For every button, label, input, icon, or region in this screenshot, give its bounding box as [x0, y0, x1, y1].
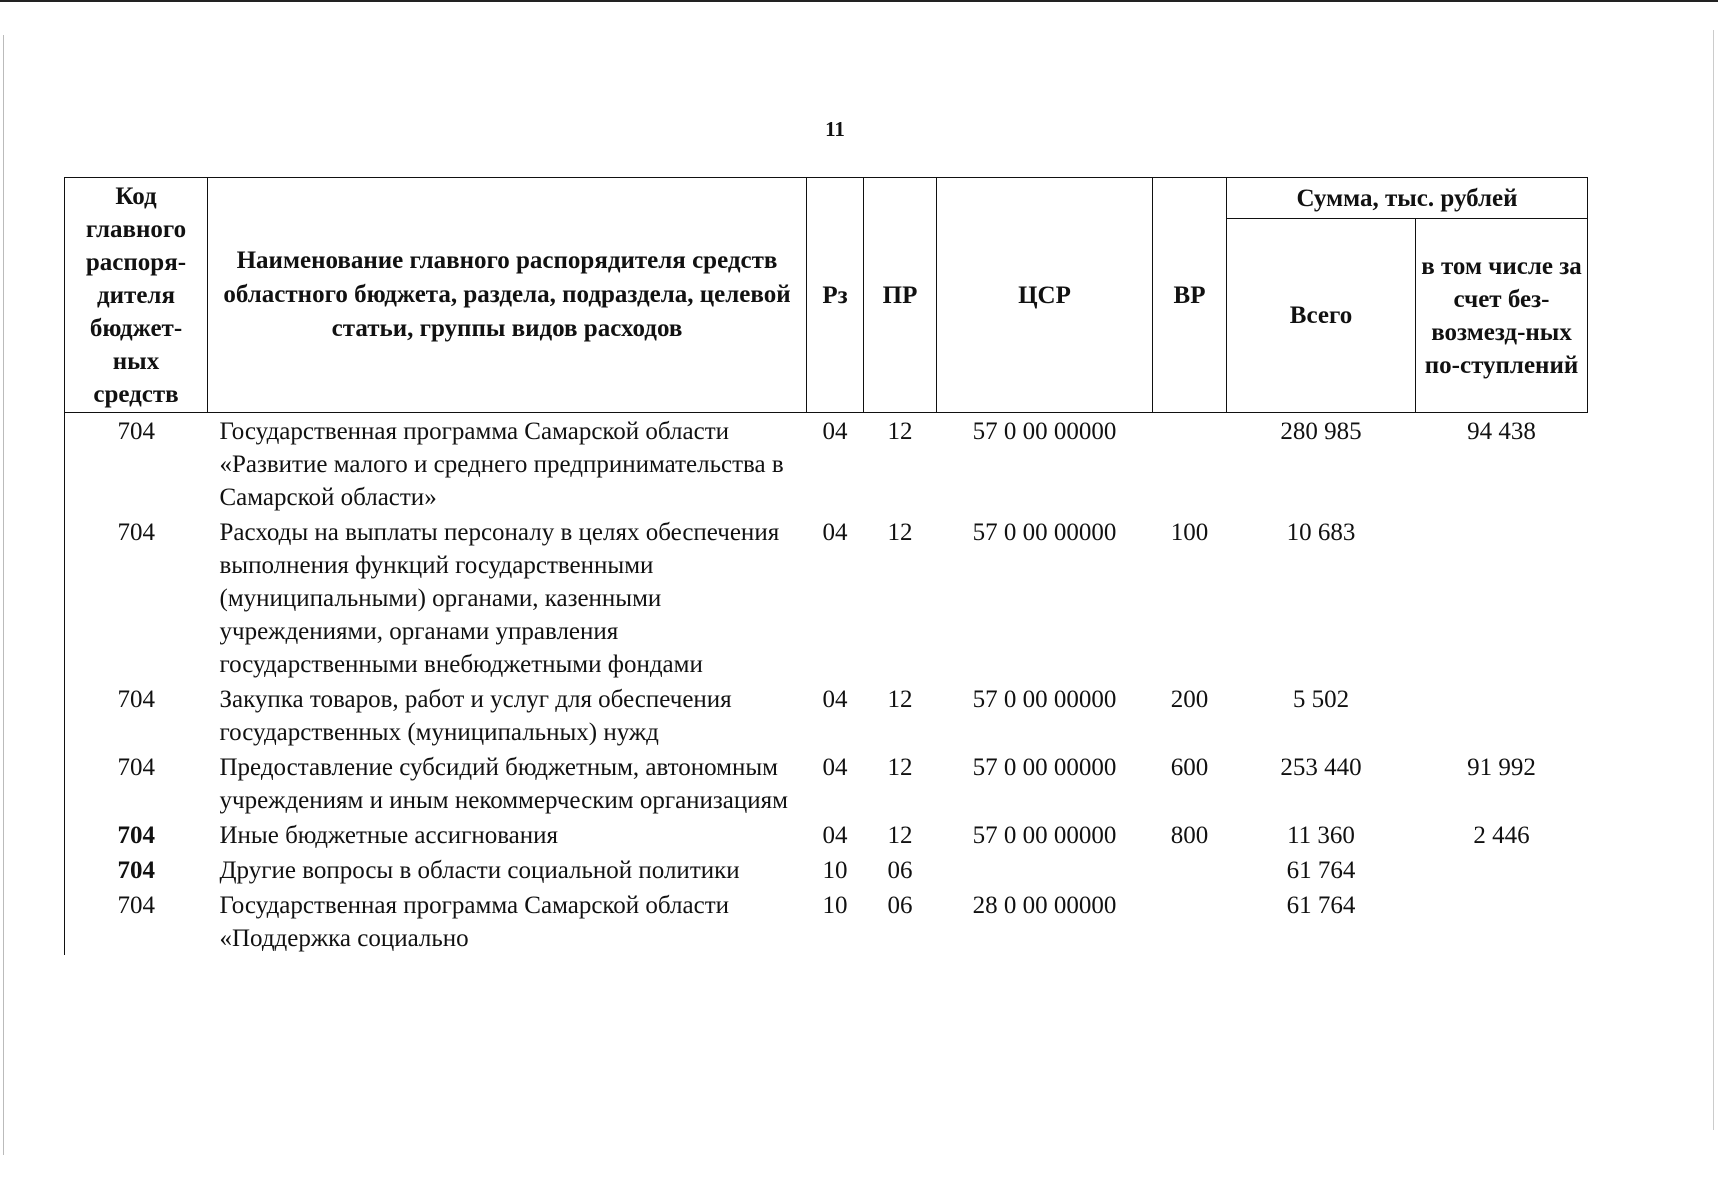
cell-csr: 28 0 00 00000 — [972, 892, 1117, 919]
cell-vr — [1153, 887, 1227, 955]
cell-code: 704 — [65, 887, 208, 955]
cell-incl — [1416, 852, 1588, 887]
cell-vr — [1153, 852, 1227, 887]
page-top-rule — [0, 0, 1718, 2]
cell-pr: 12 — [887, 418, 913, 445]
cell-vr: 100 — [1170, 519, 1209, 546]
header-vr: ВР — [1153, 178, 1227, 413]
table-row — [65, 887, 1588, 955]
cell-name: Закупка товаров, работ и услуг для обеспечения государственных (муниципальных) нужд — [219, 686, 732, 746]
cell-rz: 04 — [822, 754, 848, 781]
cell-csr: 57 0 00 00000 — [972, 822, 1117, 849]
page-number: 11 — [825, 117, 845, 141]
cell-incl: 91 992 — [1467, 754, 1536, 781]
cell-code: 704 — [65, 514, 208, 681]
table-row — [65, 413, 1588, 515]
cell-rz: 04 — [822, 519, 848, 546]
cell-vr — [1153, 413, 1227, 515]
header-total: Всего — [1227, 219, 1416, 413]
cell-pr: 12 — [887, 754, 913, 781]
cell-rz: 04 — [822, 822, 848, 849]
cell-rz: 04 — [822, 418, 848, 445]
table-row — [65, 514, 1588, 681]
cell-vr: 800 — [1170, 822, 1209, 849]
cell-code: 704 — [65, 817, 208, 852]
cell-code: 704 — [65, 413, 208, 515]
cell-vr: 200 — [1170, 686, 1209, 713]
cell-incl — [1416, 681, 1588, 749]
cell-total: 61 764 — [1286, 857, 1356, 884]
cell-name: Иные бюджетные ассигнования — [219, 822, 559, 849]
budget-table — [64, 177, 1588, 955]
header-sum: Сумма, тыс. рублей — [1227, 178, 1588, 219]
cell-code: 704 — [65, 749, 208, 817]
cell-incl: 2 446 — [1473, 822, 1530, 849]
table-row — [65, 749, 1588, 817]
cell-pr: 06 — [887, 857, 913, 884]
table-row — [65, 817, 1588, 852]
cell-incl — [1416, 887, 1588, 955]
cell-code: 704 — [65, 681, 208, 749]
cell-total: 10 683 — [1286, 519, 1356, 546]
cell-code: 704 — [65, 852, 208, 887]
header-code: Код главного распоря-дителя бюджет-ных средств — [65, 178, 208, 413]
cell-rz: 10 — [822, 857, 848, 884]
page-right-edge — [1713, 30, 1714, 1130]
cell-name: Государственная программа Самарской области «Поддержка социально — [219, 892, 729, 952]
cell-pr: 12 — [887, 686, 913, 713]
cell-pr: 06 — [887, 892, 913, 919]
table-header — [65, 178, 1588, 413]
header-name: Наименование главного распорядителя средств областного бюджета, раздела, подраздела, целевой статьи, группы видов расходов — [208, 178, 807, 413]
cell-vr: 600 — [1170, 754, 1209, 781]
cell-total: 280 985 — [1280, 418, 1362, 445]
cell-total: 11 360 — [1287, 822, 1355, 849]
table-row — [65, 681, 1588, 749]
table-body — [65, 413, 1588, 956]
cell-name: Другие вопросы в области социальной политики — [219, 857, 740, 884]
header-rz: Рз — [807, 178, 864, 413]
cell-pr: 12 — [887, 519, 913, 546]
cell-total: 61 764 — [1286, 892, 1356, 919]
cell-total: 5 502 — [1292, 686, 1350, 713]
cell-pr: 12 — [887, 822, 913, 849]
cell-incl: 94 438 — [1467, 418, 1536, 445]
page-left-edge — [3, 35, 4, 1155]
cell-csr: 57 0 00 00000 — [972, 686, 1117, 713]
cell-csr: 57 0 00 00000 — [972, 418, 1117, 445]
header-pr: ПР — [864, 178, 937, 413]
cell-incl — [1416, 514, 1588, 681]
cell-name: Предоставление субсидий бюджетным, автономным учреждениям и иным некоммерческим организациям — [219, 754, 788, 814]
header-csr: ЦСР — [937, 178, 1153, 413]
cell-csr — [937, 852, 1153, 887]
cell-name: Государственная программа Самарской области «Развитие малого и среднего предпринимательства в Самарской области» — [219, 418, 784, 511]
table-row — [65, 852, 1588, 887]
cell-csr: 57 0 00 00000 — [972, 754, 1117, 781]
cell-name: Расходы на выплаты персоналу в целях обеспечения выполнения функций государственными (муниципальными) органами, казенными учреждениями, органами управления государственными внебюджетными фондами — [219, 519, 780, 678]
cell-csr: 57 0 00 00000 — [972, 519, 1117, 546]
cell-rz: 04 — [822, 686, 848, 713]
header-incl: в том числе за счет без-возмезд-ных по-ступлений — [1416, 219, 1588, 413]
cell-total: 253 440 — [1280, 754, 1362, 781]
cell-rz: 10 — [822, 892, 848, 919]
